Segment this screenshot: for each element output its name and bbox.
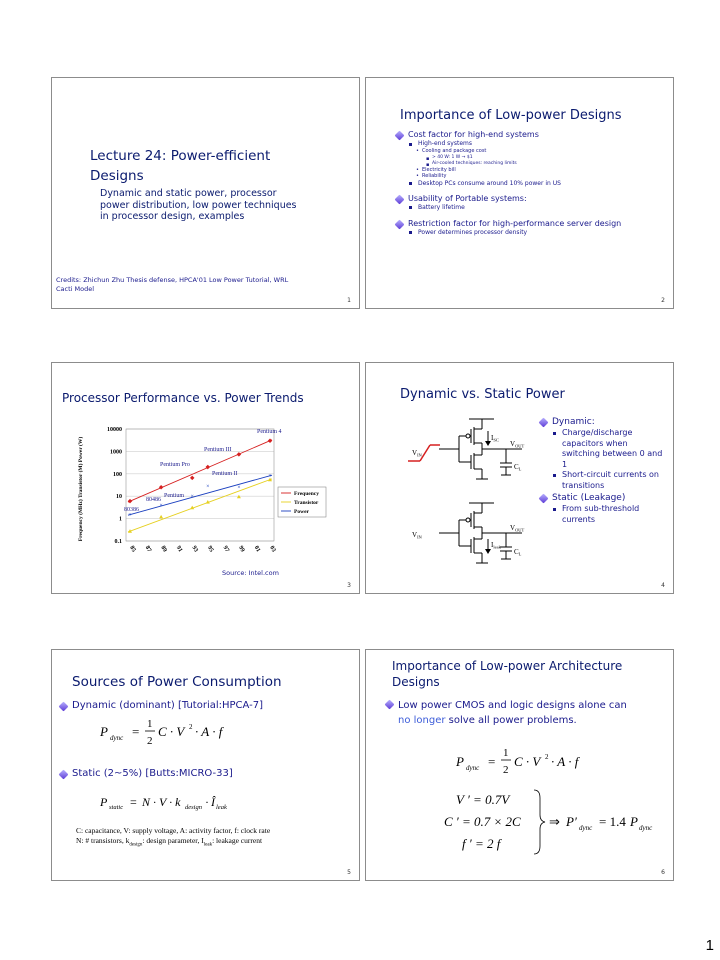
slide-1 [51, 77, 360, 309]
slide-1-credits-line1: Credits: Zhichun Zhu Thesis defense, HPCA'01 Low Power Tutorial, WRL [56, 276, 289, 284]
formula-static-power [98, 788, 238, 818]
svg-text:leak: leak [216, 804, 227, 811]
bullet-low-power-cmos [386, 698, 628, 728]
svg-text:2: 2 [545, 753, 549, 761]
label-vin-top: V [412, 449, 418, 457]
slide-number: 3 [347, 582, 351, 589]
point-power: × [268, 473, 272, 480]
chart-annotation: Pentium Pro [160, 462, 190, 468]
chart-annotation: Pentium 4 [257, 429, 282, 435]
label-cl-bottom: C [514, 548, 519, 556]
bullet-low-power-cmos-highlight: no longer [398, 715, 446, 726]
chart-source: Source: Intel.com [222, 569, 279, 577]
svg-text:1: 1 [503, 747, 509, 759]
svg-text:·: · [205, 795, 209, 809]
y-tick-label: 10000 [107, 427, 122, 433]
svg-text:=: = [132, 724, 140, 739]
point-frequency [237, 452, 242, 457]
svg-text:ISC [491, 434, 499, 443]
slide-4-title: Dynamic vs. Static Power [400, 387, 565, 402]
page-number: 1 [705, 937, 714, 954]
bullet-static-source: Static (2~5%) [Butts:MICRO-33] [60, 768, 233, 780]
bullet-high-end: High-end systems [408, 140, 666, 148]
slide-number: 2 [661, 297, 665, 304]
slide-6-title-line1: Importance of Low-power Architecture [392, 659, 623, 673]
svg-text:⇒: ⇒ [549, 814, 560, 829]
x-tick-label: 87 [143, 545, 153, 554]
caption-static-b: : design parameter, I [142, 836, 204, 845]
trend-line-power [128, 475, 272, 515]
point-power: × [206, 483, 210, 490]
chart-annotation: Pentium [164, 493, 185, 499]
svg-text:dync: dync [579, 824, 593, 832]
slide-1-credits-line2: Cacti Model [56, 284, 95, 293]
x-tick-label: 01 [252, 545, 261, 554]
x-tick-label: 03 [268, 545, 277, 554]
svg-text:= 1.4: = 1.4 [599, 814, 626, 829]
slide-4 [365, 362, 674, 594]
x-tick-label: 85 [128, 545, 137, 554]
caption-static-sub: design [129, 842, 143, 848]
slide-3 [51, 362, 360, 594]
svg-text:· A · f: · A · f [195, 724, 223, 739]
bullet-air-cooled: ▪ Air-cooled techniques: reaching limits [432, 161, 666, 167]
svg-text:VIN [412, 531, 423, 540]
svg-text:=: = [130, 795, 137, 809]
point-transistor [159, 515, 163, 519]
point-power: × [190, 494, 194, 501]
chart-annotation: 80386 [124, 507, 139, 513]
y-tick-label: 10 [116, 494, 122, 501]
label-cl-top-sub: L [518, 466, 522, 472]
slide-1-title [90, 146, 270, 186]
y-tick-label: 1000 [110, 449, 122, 456]
caption-static-c: : leakage current [212, 836, 263, 845]
caption-dynamic: C: capacitance, V: supply voltage, A: activity factor, f: clock rate [76, 826, 271, 835]
label-cl-bottom-sub: L [518, 551, 522, 557]
label-isc: I [491, 434, 494, 442]
bullet-charge: Charge/discharge capacitors when switching between 0 and 1 [552, 428, 665, 470]
label-vout-top: V [510, 440, 516, 448]
chart-marks [124, 429, 326, 533]
svg-text:1: 1 [147, 718, 153, 730]
svg-text:· A · f: · A · f [551, 754, 579, 769]
svg-text:P: P [100, 795, 108, 809]
point-frequency [128, 499, 133, 504]
slide-1-credits [56, 276, 288, 293]
svg-text:V ′ = 0.7V: V ′ = 0.7V [456, 792, 510, 807]
bullet-cost-factor: Cost factor for high-end systems [396, 130, 666, 140]
legend-label: Transistor [294, 500, 319, 506]
bullet-low-power-cmos-b: solve all power problems. [445, 715, 577, 726]
bullet-dynamic: Dynamic: [540, 417, 665, 428]
point-power: × [237, 484, 241, 491]
svg-text:C · V: C · V [158, 724, 185, 739]
point-frequency [190, 476, 195, 481]
bullet-cooling: • Cooling and package cost [422, 148, 666, 155]
slide-2-title: Importance of Low-power Designs [400, 108, 622, 123]
formula-dynamic-power [98, 714, 223, 754]
trend-line-transistor [128, 479, 272, 532]
svg-text:=: = [488, 754, 496, 769]
slide-number: 1 [347, 297, 351, 304]
slide-number: 6 [661, 869, 665, 876]
bullet-40w: ▪ > 40 W: 1 W → $1 [432, 155, 666, 161]
svg-text:Î: Î [211, 795, 215, 809]
cmos-inverter-diagram [394, 411, 534, 571]
y-tick-label: 1 [119, 516, 122, 523]
chart-axes [77, 427, 276, 553]
label-isc-sub: SC [493, 437, 499, 443]
x-tick-label: 93 [190, 545, 199, 554]
svg-text:dync: dync [466, 764, 480, 772]
y-axis-label: Frequency (MHz) Transistor (M) Power (W) [78, 436, 84, 542]
bullet-static: Static (Leakage) [540, 493, 665, 504]
svg-text:C · V: C · V [514, 754, 541, 769]
slide-6 [365, 649, 674, 881]
bullet-reliability: • Reliability [422, 173, 666, 180]
label-vout-bottom-sub: OUT [515, 527, 525, 533]
bullet-dynamic-source: Dynamic (dominant) [Tutorial:HPCA-7] [60, 700, 263, 712]
svg-text:dync: dync [110, 734, 124, 742]
trend-line-frequency [128, 440, 272, 502]
slide-2-bullets [396, 130, 666, 237]
svg-text:2: 2 [503, 764, 509, 776]
svg-text:dync: dync [639, 824, 653, 832]
formula-scaling [406, 740, 656, 880]
label-cl-top: C [514, 463, 519, 471]
point-power: × [128, 512, 132, 519]
point-power: × [159, 503, 163, 510]
chart-annotation: 80486 [146, 497, 161, 503]
bullet-short-circuit: Short-circuit currents on transitions [552, 470, 665, 491]
y-tick-label: 100 [113, 471, 122, 478]
bullet-electricity: • Electricity bill [422, 167, 666, 174]
bullet-usability: Usability of Portable systems: [396, 194, 666, 204]
trend-chart [52, 419, 359, 589]
x-tick-label: 89 [159, 545, 168, 554]
slide-3-title: Processor Performance vs. Power Trends [62, 391, 304, 405]
slide-1-title-line1: Lecture 24: Power-efficient [90, 148, 271, 164]
x-tick-label: 95 [206, 545, 215, 554]
svg-text:static: static [109, 804, 124, 811]
label-vin-bottom: V [412, 531, 418, 539]
legend-label: Frequency [294, 491, 319, 497]
label-vout-top-sub: OUT [515, 443, 525, 449]
svg-text:CL [514, 463, 522, 472]
svg-text:N · V · k: N · V · k [142, 795, 181, 809]
x-tick-label: 99 [237, 545, 246, 554]
x-tick-label: 91 [174, 545, 184, 554]
x-tick-label: 97 [221, 545, 230, 554]
bullet-density: Power determines processor density [408, 229, 666, 237]
slide-6-title [392, 658, 622, 690]
chart-annotation: Pentium II [212, 471, 238, 477]
slide-5 [51, 649, 360, 881]
slide-number: 4 [661, 582, 665, 589]
svg-text:f ′ = 2 f: f ′ = 2 f [462, 836, 501, 851]
svg-text:2: 2 [189, 723, 193, 731]
slide-1-title-line2: Designs [90, 168, 144, 184]
y-tick-label: 0.1 [114, 539, 122, 545]
label-vin-top-sub: IN [417, 452, 422, 458]
slide-6-title-line2: Designs [392, 675, 440, 689]
legend-label: Power [294, 509, 309, 515]
label-vin-bottom-sub: IN [417, 534, 422, 540]
caption-static-sub2: leak [203, 842, 213, 848]
bullet-subthreshold: From sub-threshold currents [552, 504, 665, 525]
bullet-desktop-pcs: Desktop PCs consume around 10% power in US [408, 180, 666, 188]
svg-text:CL [514, 548, 522, 557]
label-ileak: I [491, 541, 494, 549]
svg-text:2: 2 [147, 735, 153, 747]
svg-text:VIN [412, 449, 423, 458]
svg-text:design: design [185, 804, 202, 811]
slide-5-title: Sources of Power Consumption [72, 674, 282, 690]
chart-annotation: Pentium III [204, 447, 232, 453]
svg-text:P′: P′ [566, 814, 577, 829]
point-frequency [268, 438, 273, 443]
svg-text:Ileak [491, 541, 502, 550]
svg-text:VOUT [510, 440, 525, 449]
slide-2 [365, 77, 674, 309]
caption-static [76, 836, 270, 851]
label-ileak-sub: leak [493, 544, 501, 550]
svg-text:C ′ = 0.7 × 2C: C ′ = 0.7 × 2C [444, 814, 521, 829]
slide-1-subtitle: Dynamic and static power, processor power distribution, low power techniques in processor design, examples [100, 188, 297, 222]
bullet-restriction: Restriction factor for high-performance server design [396, 219, 658, 229]
svg-text:P: P [456, 754, 464, 769]
slide-number: 5 [347, 869, 351, 876]
bullet-battery: Battery lifetime [408, 204, 666, 212]
slide-5-captions [76, 826, 270, 851]
slide-4-bullets [540, 417, 665, 525]
svg-text:VOUT [510, 524, 525, 533]
caption-static-a: N: # transistors, k [76, 836, 130, 845]
label-vout-bottom: V [510, 524, 516, 532]
svg-text:P: P [630, 814, 638, 829]
bullet-low-power-cmos-a: Low power CMOS and logic designs alone can [398, 700, 627, 711]
svg-text:P: P [100, 724, 108, 739]
